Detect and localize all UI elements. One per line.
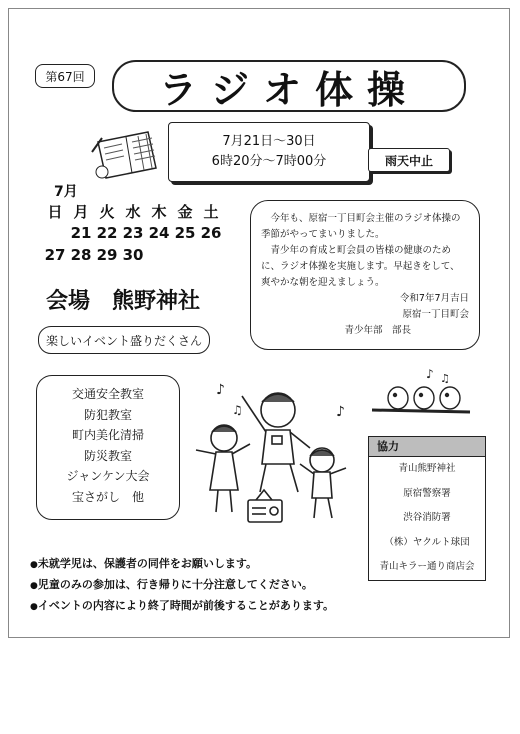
- calendar-cell: 木: [151, 202, 167, 221]
- rain-cancel-badge: 雨天中止: [368, 148, 450, 172]
- list-item: 町内美化清掃: [71, 428, 144, 442]
- calendar-cell: 日: [47, 202, 63, 221]
- greeting-paragraph: 今年も、原宿一丁目町会主催のラジオ体操の季節がやってまいりました。: [261, 213, 461, 240]
- calendar-cell: 29: [96, 246, 118, 264]
- calendar-illustration: [88, 128, 160, 184]
- calendar-cell: 21: [70, 224, 92, 242]
- note-item: ● 未就学児は、保護者の同伴をお願いします。: [30, 554, 334, 575]
- birds-illustration: [370, 366, 474, 422]
- calendar-cell: 火: [99, 202, 115, 221]
- schedule-times: 6時20分～7時00分: [211, 154, 327, 169]
- greeting-dept: 青少年部 部長: [344, 325, 411, 336]
- list-item: 原宿警察署: [403, 487, 451, 499]
- events-heading: 楽しいイベント盛りだくさん: [38, 326, 210, 354]
- schedule-dates: 7月21日～30日: [222, 134, 316, 149]
- children-exercising-illustration: [186, 372, 356, 532]
- cooperation-heading: 協力: [369, 437, 485, 457]
- title-banner: [112, 60, 466, 112]
- greeting-date: 令和7年7月吉日: [399, 293, 469, 304]
- calendar-cell: 土: [203, 202, 219, 221]
- calendar-cell: 22: [96, 224, 118, 242]
- calendar-cell: 26: [200, 224, 222, 242]
- calendar-cell: 23: [122, 224, 144, 242]
- notes: [30, 554, 334, 617]
- page-title: ラジオ体操: [158, 67, 419, 112]
- svg-text:♪: ♪: [216, 382, 225, 398]
- list-item: 宝さがし 他: [71, 489, 144, 504]
- cooperation-box: [368, 436, 486, 581]
- calendar-cell: 水: [125, 202, 141, 221]
- svg-text:♪: ♪: [426, 367, 434, 381]
- calendar-cell: 30: [122, 246, 144, 264]
- calendar-cell: 25: [174, 224, 196, 242]
- calendar-cell: 24: [148, 224, 170, 242]
- svg-text:♪: ♪: [336, 404, 345, 420]
- calendar-table: [42, 200, 224, 266]
- note-item: ● イベントの内容により終了時間が前後することがあります。: [30, 596, 334, 617]
- calendar-cell: 月: [73, 202, 89, 221]
- list-item: 青山熊野神社: [398, 463, 456, 474]
- greeting-box: [250, 200, 480, 350]
- calendar-cell: [42, 222, 68, 244]
- note-item: ● 児童のみの参加は、行き帰りに十分注意してください。: [30, 575, 334, 596]
- events-list: [36, 375, 180, 520]
- calendar-week: [42, 244, 224, 266]
- list-item: ジャンケン大会: [66, 469, 150, 483]
- calendar-weekdays: [42, 200, 224, 222]
- list-item: 防災教室: [83, 448, 132, 463]
- svg-text:♫: ♫: [232, 403, 243, 417]
- schedule-box: [168, 122, 370, 182]
- calendar-cell: 27: [44, 246, 66, 264]
- calendar-week: [42, 222, 224, 244]
- list-item: 防犯教室: [83, 407, 132, 422]
- calendar-month: 7月: [54, 184, 78, 200]
- list-item: 交通安全教室: [71, 387, 144, 401]
- svg-text:♫: ♫: [440, 372, 450, 385]
- list-item: 青山キラー通り商店会: [379, 561, 475, 572]
- calendar-cell: 金: [177, 202, 193, 221]
- greeting-paragraph: 青少年の育成と町会員の皆様の健康のために、ラジオ体操を実施します。早起きをして、爽やかな朝を迎えましょう。: [261, 245, 460, 288]
- calendar-cell: [198, 244, 224, 266]
- calendar-cell: [172, 244, 198, 266]
- calendar-cell: [146, 244, 172, 266]
- greeting-org: 原宿一丁目町会: [402, 309, 469, 320]
- list-item: （株）ヤクルト球団: [384, 536, 470, 548]
- issue-badge: 第67回: [35, 64, 95, 88]
- calendar-cell: 28: [70, 246, 92, 264]
- venue: 会場 熊野神社: [46, 289, 201, 314]
- list-item: 渋谷消防署: [403, 512, 451, 523]
